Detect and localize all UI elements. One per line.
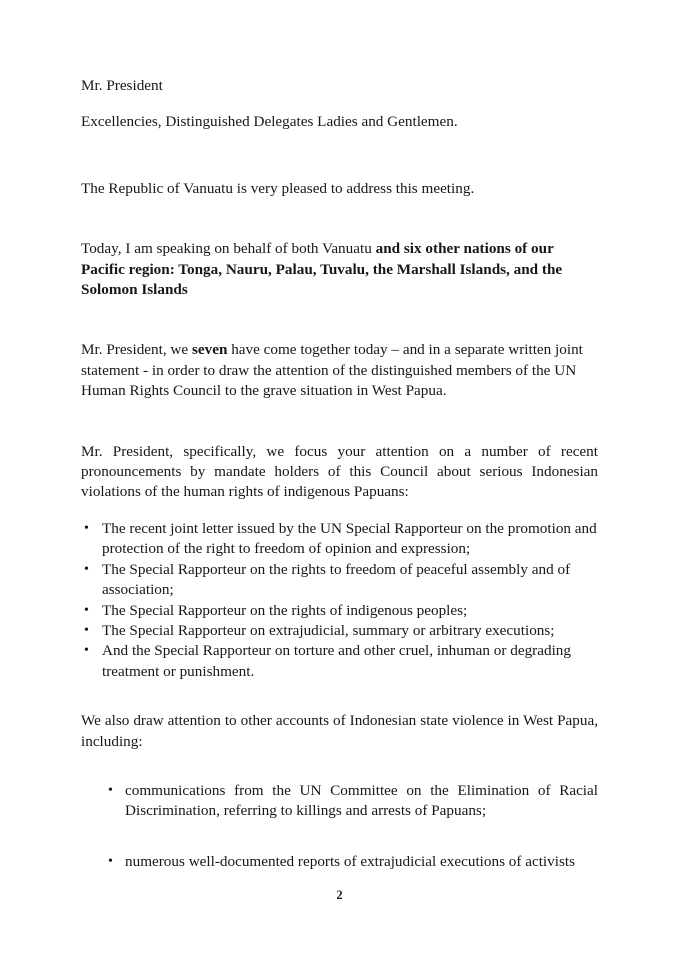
salutation-mr-president: Mr. President <box>81 77 163 94</box>
spacer <box>81 503 598 519</box>
list-item: • The Special Rapporteur on extrajudicial, summary or arbitrary executions; <box>81 621 598 641</box>
spacer <box>81 199 598 239</box>
bullet-list-other-accounts <box>81 781 598 872</box>
paragraph-seven-after: have come together today – and in a separate written joint statement - in order to draw the attention of the distinguished members of the UN Human Rights Council to the grave situation in West Papua. <box>81 341 583 400</box>
paragraph-seven-nations <box>81 340 598 401</box>
bullet-list-rapporteurs <box>81 519 598 682</box>
paragraph-vanuatu-pleased: The Republic of Vanuatu is very pleased to address this meeting. <box>81 179 475 197</box>
paragraph-today-plain: Today, I am speaking on behalf of both Vanuatu <box>81 240 376 258</box>
list-item: • And the Special Rapporteur on torture and other cruel, inhuman or degrading treatment or punishment. <box>81 641 598 682</box>
paragraph-today-bold: and six other nations of our Pacific region: Tonga, Nauru, Palau, Tuvalu, the Marshall Islands, and the Solomon Islands <box>81 240 563 299</box>
document-body <box>81 76 598 872</box>
paragraph-speaking-on-behalf <box>81 239 598 300</box>
spacer <box>81 752 598 781</box>
list-item: • numerous well-documented reports of extrajudicial executions of activists <box>105 852 598 872</box>
spacer <box>81 402 598 442</box>
spacer <box>81 133 598 179</box>
salutation-excellencies: Excellencies, Distinguished Delegates Ladies and Gentlemen. <box>81 113 458 131</box>
spacer <box>81 682 598 711</box>
list-item: • The recent joint letter issued by the UN Special Rapporteur on the promotion and protection of the right to freedom of opinion and expression; <box>81 519 598 560</box>
paragraph-seven-before: Mr. President, we <box>81 341 192 359</box>
paragraph-focus-attention: Mr. President, specifically, we focus your attention on a number of recent pronouncements by mandate holders of this Council about serious Indonesian violations of the human rights of indigenous Papuans: <box>81 442 598 501</box>
paragraph-other-accounts: We also draw attention to other accounts of Indonesian state violence in West Papua, including: <box>81 712 598 750</box>
list-item: • communications from the UN Committee on the Elimination of Racial Discrimination, referring to killings and arrests of Papuans; <box>105 781 598 822</box>
list-item: • The Special Rapporteur on the rights to freedom of peaceful assembly and of association; <box>81 560 598 601</box>
page-number: 2 <box>336 888 343 902</box>
paragraph-seven-bold-word: seven <box>191 341 228 359</box>
list-item: • The Special Rapporteur on the rights of indigenous peoples; <box>81 601 598 621</box>
spacer <box>81 300 598 340</box>
spacer <box>81 96 598 112</box>
